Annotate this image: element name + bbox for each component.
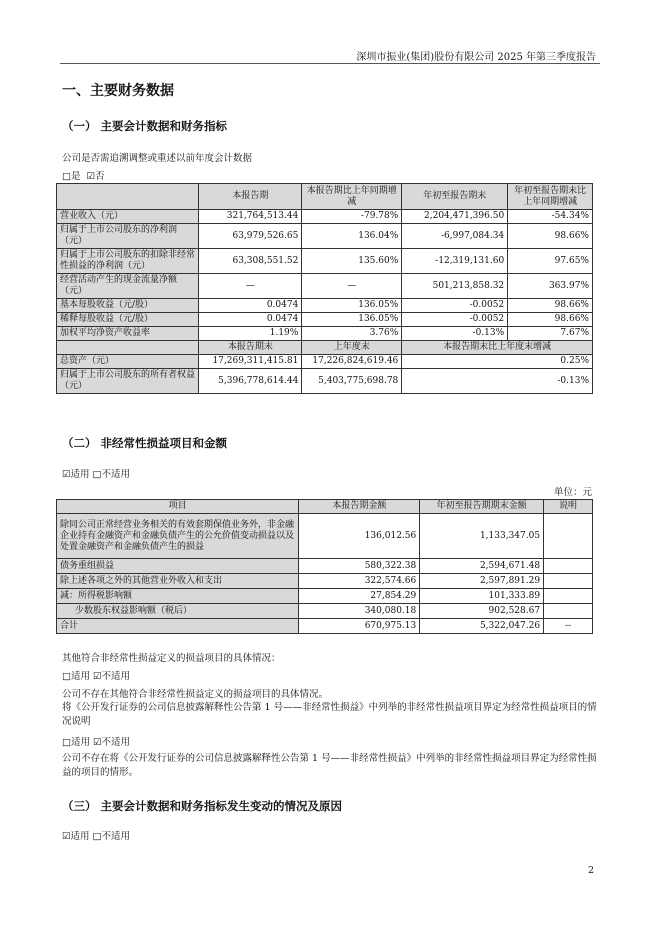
cell: 580,322.38 [299, 559, 420, 574]
t1-header: 年初至报告期末 [402, 184, 508, 210]
table-row [57, 210, 593, 224]
t2-header: 项目 [57, 500, 299, 514]
t1-header-blank [57, 184, 199, 210]
cell: 63,979,526.65 [199, 224, 302, 249]
cell: 0.25% [402, 355, 593, 369]
restate-option-yes[interactable]: □是 [62, 171, 81, 182]
cell: 1,133,347.05 [420, 514, 544, 559]
applicable-toggle-1[interactable]: ☑适用 □不适用 [62, 469, 131, 480]
cell: 136.04% [302, 224, 402, 249]
note-4: 公司不存在将《公开发行证券的公司信息披露解释性公告第 1 号——非经常性损益》中列举的非经常性损益项目界定为经常性损益的项目的情形。 [62, 753, 597, 778]
cell [544, 589, 593, 604]
table-row [57, 327, 593, 341]
cell: 135.60% [302, 249, 402, 274]
cell: 3.76% [302, 327, 402, 341]
cell: -79.78% [302, 210, 402, 224]
applicable-toggle-4[interactable]: ☑适用 □不适用 [62, 831, 131, 842]
page-number: 2 [587, 865, 594, 876]
cell: 340,080.18 [299, 604, 420, 619]
cell: -12,319,131.60 [402, 249, 508, 274]
table-row [57, 559, 593, 574]
cell: 136.05% [302, 313, 402, 327]
cell: 98.66% [508, 224, 593, 249]
cell: -0.0052 [402, 313, 508, 327]
row-label: 基本每股收益（元/股） [57, 299, 199, 313]
cell: 136,012.56 [299, 514, 420, 559]
cell: — [199, 274, 302, 299]
cell: -0.13% [402, 369, 593, 394]
header-divider [60, 63, 600, 64]
restate-options [62, 168, 105, 182]
cell: 5,322,047.26 [420, 619, 544, 634]
t1-header: 本报告期 [199, 184, 302, 210]
row-label: 加权平均净资产收益率 [57, 327, 199, 341]
t2-header: 年初至报告期期末金额 [420, 500, 544, 514]
table-row [57, 574, 593, 589]
table-row [57, 249, 593, 274]
row-label: 少数股东权益影响额（税后） [57, 604, 299, 619]
table-row [57, 224, 593, 249]
row-label: 稀释每股收益（元/股） [57, 313, 199, 327]
non-recurring-table [56, 499, 593, 634]
row-label: 合计 [57, 619, 299, 634]
restate-question: 公司是否需追溯调整或重述以前年度会计数据 [62, 153, 253, 164]
cell: 27,854.29 [299, 589, 420, 604]
table-row [57, 589, 593, 604]
table-row [57, 355, 593, 369]
cell: 2,597,891.29 [420, 574, 544, 589]
table-row [57, 619, 593, 634]
cell: 2,594,671.48 [420, 559, 544, 574]
cell: 1.19% [199, 327, 302, 341]
t1-header2-blank [57, 341, 199, 355]
t1-header2: 本报告期末 [199, 341, 302, 355]
cell [544, 559, 593, 574]
row-label: 经营活动产生的现金流量净额（元） [57, 274, 199, 299]
subsection-3-title: （三） 主要会计数据和财务指标发生变动的情况及原因 [62, 799, 343, 813]
cell: 501,213,858.32 [402, 274, 508, 299]
restate-option-no[interactable]: ☑否 [86, 171, 105, 182]
cell: -6,997,084.34 [402, 224, 508, 249]
cell: 17,269,311,415.81 [199, 355, 302, 369]
cell: 322,574.66 [299, 574, 420, 589]
subsection-2-title: （二） 非经常性损益项目和金额 [62, 436, 228, 450]
cell: 5,396,778,614.44 [199, 369, 302, 394]
cell: 7.67% [508, 327, 593, 341]
t2-header: 说明 [544, 500, 593, 514]
cell: 136.05% [302, 299, 402, 313]
table-row [57, 299, 593, 313]
note-3: 将《公开发行证券的公司信息披露解释性公告第 1 号——非经常性损益》中列举的非经常性损益项目界定为经常性损益项目的情况说明 [62, 702, 597, 727]
note-2: 公司不存在其他符合非经常性损益定义的损益项目的具体情况。 [62, 689, 329, 700]
cell: 670,975.13 [299, 619, 420, 634]
t1-header: 本报告期比上年同期增减 [302, 184, 402, 210]
subsection-1-title: （一） 主要会计数据和财务指标 [62, 119, 228, 133]
cell: 0.0474 [199, 313, 302, 327]
other-note: 其他符合非经常性损益定义的损益项目的具体情况： [62, 653, 281, 664]
unit-label: 单位：元 [553, 487, 592, 498]
cell: -- [544, 619, 593, 634]
cell: 2,204,471,396.50 [402, 210, 508, 224]
table-row [57, 514, 593, 559]
applicable-toggle-3[interactable]: □适用 ☑不适用 [62, 737, 131, 748]
row-label: 除上述各项之外的其他营业外收入和支出 [57, 574, 299, 589]
table-row [57, 313, 593, 327]
key-financial-table [56, 183, 593, 394]
t1-header: 年初至报告期末比上年同期增减 [508, 184, 593, 210]
t2-header: 本报告期金额 [299, 500, 420, 514]
cell: -0.0052 [402, 299, 508, 313]
row-label: 总资产（元） [57, 355, 199, 369]
cell: 63,308,551.52 [199, 249, 302, 274]
t1-header2: 上年度末 [302, 341, 402, 355]
row-label: 债务重组损益 [57, 559, 299, 574]
page-header: 深圳市振业(集团)股份有限公司 2025 年第三季度报告 [356, 52, 596, 63]
section-title: 一、主要财务数据 [62, 83, 174, 99]
table-row [57, 604, 593, 619]
t1-header2: 本报告期末比上年度末增减 [402, 341, 593, 355]
cell: 101,333.89 [420, 589, 544, 604]
cell: 5,403,775,698.78 [302, 369, 402, 394]
cell: 0.0474 [199, 299, 302, 313]
cell: 98.66% [508, 313, 593, 327]
cell: -54.34% [508, 210, 593, 224]
table-row [57, 369, 593, 394]
cell: 97.65% [508, 249, 593, 274]
applicable-toggle-2[interactable]: □适用 ☑不适用 [62, 671, 131, 682]
cell: 321,764,513.44 [199, 210, 302, 224]
cell [544, 604, 593, 619]
cell: 902,528.67 [420, 604, 544, 619]
row-label: 营业收入（元） [57, 210, 199, 224]
cell: 17,226,824,619.46 [302, 355, 402, 369]
cell: — [302, 274, 402, 299]
cell [544, 514, 593, 559]
table-row [57, 274, 593, 299]
cell: 98.66% [508, 299, 593, 313]
row-label: 归属于上市公司股东的所有者权益（元） [57, 369, 199, 394]
cell: -0.13% [402, 327, 508, 341]
row-label: 减：所得税影响额 [57, 589, 299, 604]
row-label: 除同公司正常经营业务相关的有效套期保值业务外，非金融企业持有金融资产和金融负债产生的公允价值变动损益以及处置金融资产和金融负债产生的损益 [57, 514, 299, 559]
cell [544, 574, 593, 589]
row-label: 归属于上市公司股东的净利润（元） [57, 224, 199, 249]
cell: 363.97% [508, 274, 593, 299]
row-label: 归属于上市公司股东的扣除非经常性损益的净利润（元） [57, 249, 199, 274]
